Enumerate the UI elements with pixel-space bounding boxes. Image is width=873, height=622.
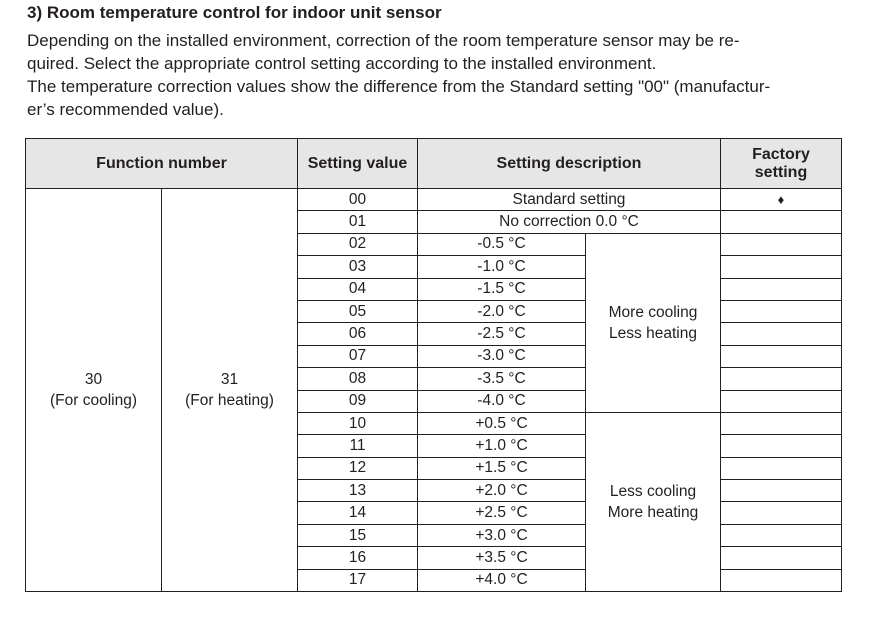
setting-value-cell: 10 <box>298 412 418 434</box>
correction-value-cell: +2.5 °C <box>418 502 586 524</box>
setting-value-cell: 01 <box>298 211 418 233</box>
function-number-heating <box>162 189 298 592</box>
factory-setting-cell <box>721 345 842 367</box>
setting-value-cell: 16 <box>298 547 418 569</box>
group-label-line: Less heating <box>609 324 697 342</box>
correction-value-cell: +3.5 °C <box>418 547 586 569</box>
setting-value-cell: 05 <box>298 300 418 322</box>
setting-value-cell: 08 <box>298 368 418 390</box>
group-label-line: More cooling <box>608 303 698 321</box>
setting-value-cell: 13 <box>298 480 418 502</box>
factory-setting-cell <box>721 278 842 300</box>
setting-value-cell: 06 <box>298 323 418 345</box>
correction-value-cell: -2.0 °C <box>418 300 586 322</box>
setting-description-cell: Standard setting <box>418 189 721 211</box>
setting-value-cell: 12 <box>298 457 418 479</box>
setting-value-cell: 15 <box>298 524 418 546</box>
correction-value-cell: +0.5 °C <box>418 412 586 434</box>
table-header-row <box>26 139 842 189</box>
settings-table <box>25 138 842 592</box>
group-more-cooling <box>586 233 721 412</box>
setting-value-cell: 11 <box>298 435 418 457</box>
function-number-value: 31 <box>220 371 239 389</box>
correction-value-cell: -1.5 °C <box>418 278 586 300</box>
intro-paragraph <box>27 29 842 121</box>
function-number-label: (For heating) <box>185 392 274 410</box>
setting-value-cell: 02 <box>298 233 418 255</box>
paragraph-line: er’s recommended value). <box>27 100 224 119</box>
function-number-label: (For cooling) <box>50 392 137 410</box>
correction-value-cell: -3.5 °C <box>418 368 586 390</box>
table-row <box>26 189 842 211</box>
factory-setting-cell <box>721 300 842 322</box>
section-heading: 3) Room temperature control for indoor unit sensor <box>27 3 442 22</box>
correction-value-cell: +1.0 °C <box>418 435 586 457</box>
paragraph-line: quired. Select the appropriate control setting according to the installed environment. <box>27 54 657 73</box>
header-factory-line: setting <box>754 163 808 181</box>
correction-value-cell: -4.0 °C <box>418 390 586 412</box>
factory-setting-cell <box>721 368 842 390</box>
correction-value-cell: +4.0 °C <box>418 569 586 591</box>
correction-value-cell: +2.0 °C <box>418 480 586 502</box>
header-factory-line: Factory <box>752 145 810 163</box>
setting-value-cell: 17 <box>298 569 418 591</box>
correction-value-cell: -3.0 °C <box>418 345 586 367</box>
setting-description-cell: No correction 0.0 °C <box>418 211 721 233</box>
factory-setting-cell <box>721 435 842 457</box>
setting-value-cell: 09 <box>298 390 418 412</box>
factory-setting-cell <box>721 480 842 502</box>
correction-value-cell: -0.5 °C <box>418 233 586 255</box>
correction-value-cell: -2.5 °C <box>418 323 586 345</box>
group-label-line: Less cooling <box>609 482 697 500</box>
correction-value-cell: +1.5 °C <box>418 457 586 479</box>
header-setting-value: Setting value <box>298 139 418 189</box>
paragraph-line: The temperature correction values show the difference from the Standard setting "00" (manufactur- <box>27 77 771 96</box>
header-setting-description: Setting description <box>418 139 721 189</box>
setting-value-cell: 04 <box>298 278 418 300</box>
header-function-number: Function number <box>26 139 298 189</box>
setting-value-cell: 14 <box>298 502 418 524</box>
setting-value-cell: 03 <box>298 256 418 278</box>
factory-default-marker: ♦ <box>721 189 842 211</box>
factory-setting-cell <box>721 524 842 546</box>
header-factory-setting <box>721 139 842 189</box>
factory-setting-cell <box>721 256 842 278</box>
group-less-cooling <box>586 412 721 591</box>
factory-setting-cell <box>721 569 842 591</box>
factory-setting-cell <box>721 457 842 479</box>
factory-setting-cell <box>721 211 842 233</box>
setting-value-cell: 07 <box>298 345 418 367</box>
paragraph-line: Depending on the installed environment, correction of the room temperature sensor may be re- <box>27 31 740 50</box>
function-number-value: 30 <box>84 371 103 389</box>
setting-value-cell: 00 <box>298 189 418 211</box>
factory-setting-cell <box>721 390 842 412</box>
factory-setting-cell <box>721 502 842 524</box>
correction-value-cell: +3.0 °C <box>418 524 586 546</box>
factory-setting-cell <box>721 412 842 434</box>
function-number-cooling <box>26 189 162 592</box>
group-label-line: More heating <box>607 503 699 521</box>
correction-value-cell: -1.0 °C <box>418 256 586 278</box>
factory-setting-cell <box>721 233 842 255</box>
factory-setting-cell <box>721 547 842 569</box>
factory-setting-cell <box>721 323 842 345</box>
